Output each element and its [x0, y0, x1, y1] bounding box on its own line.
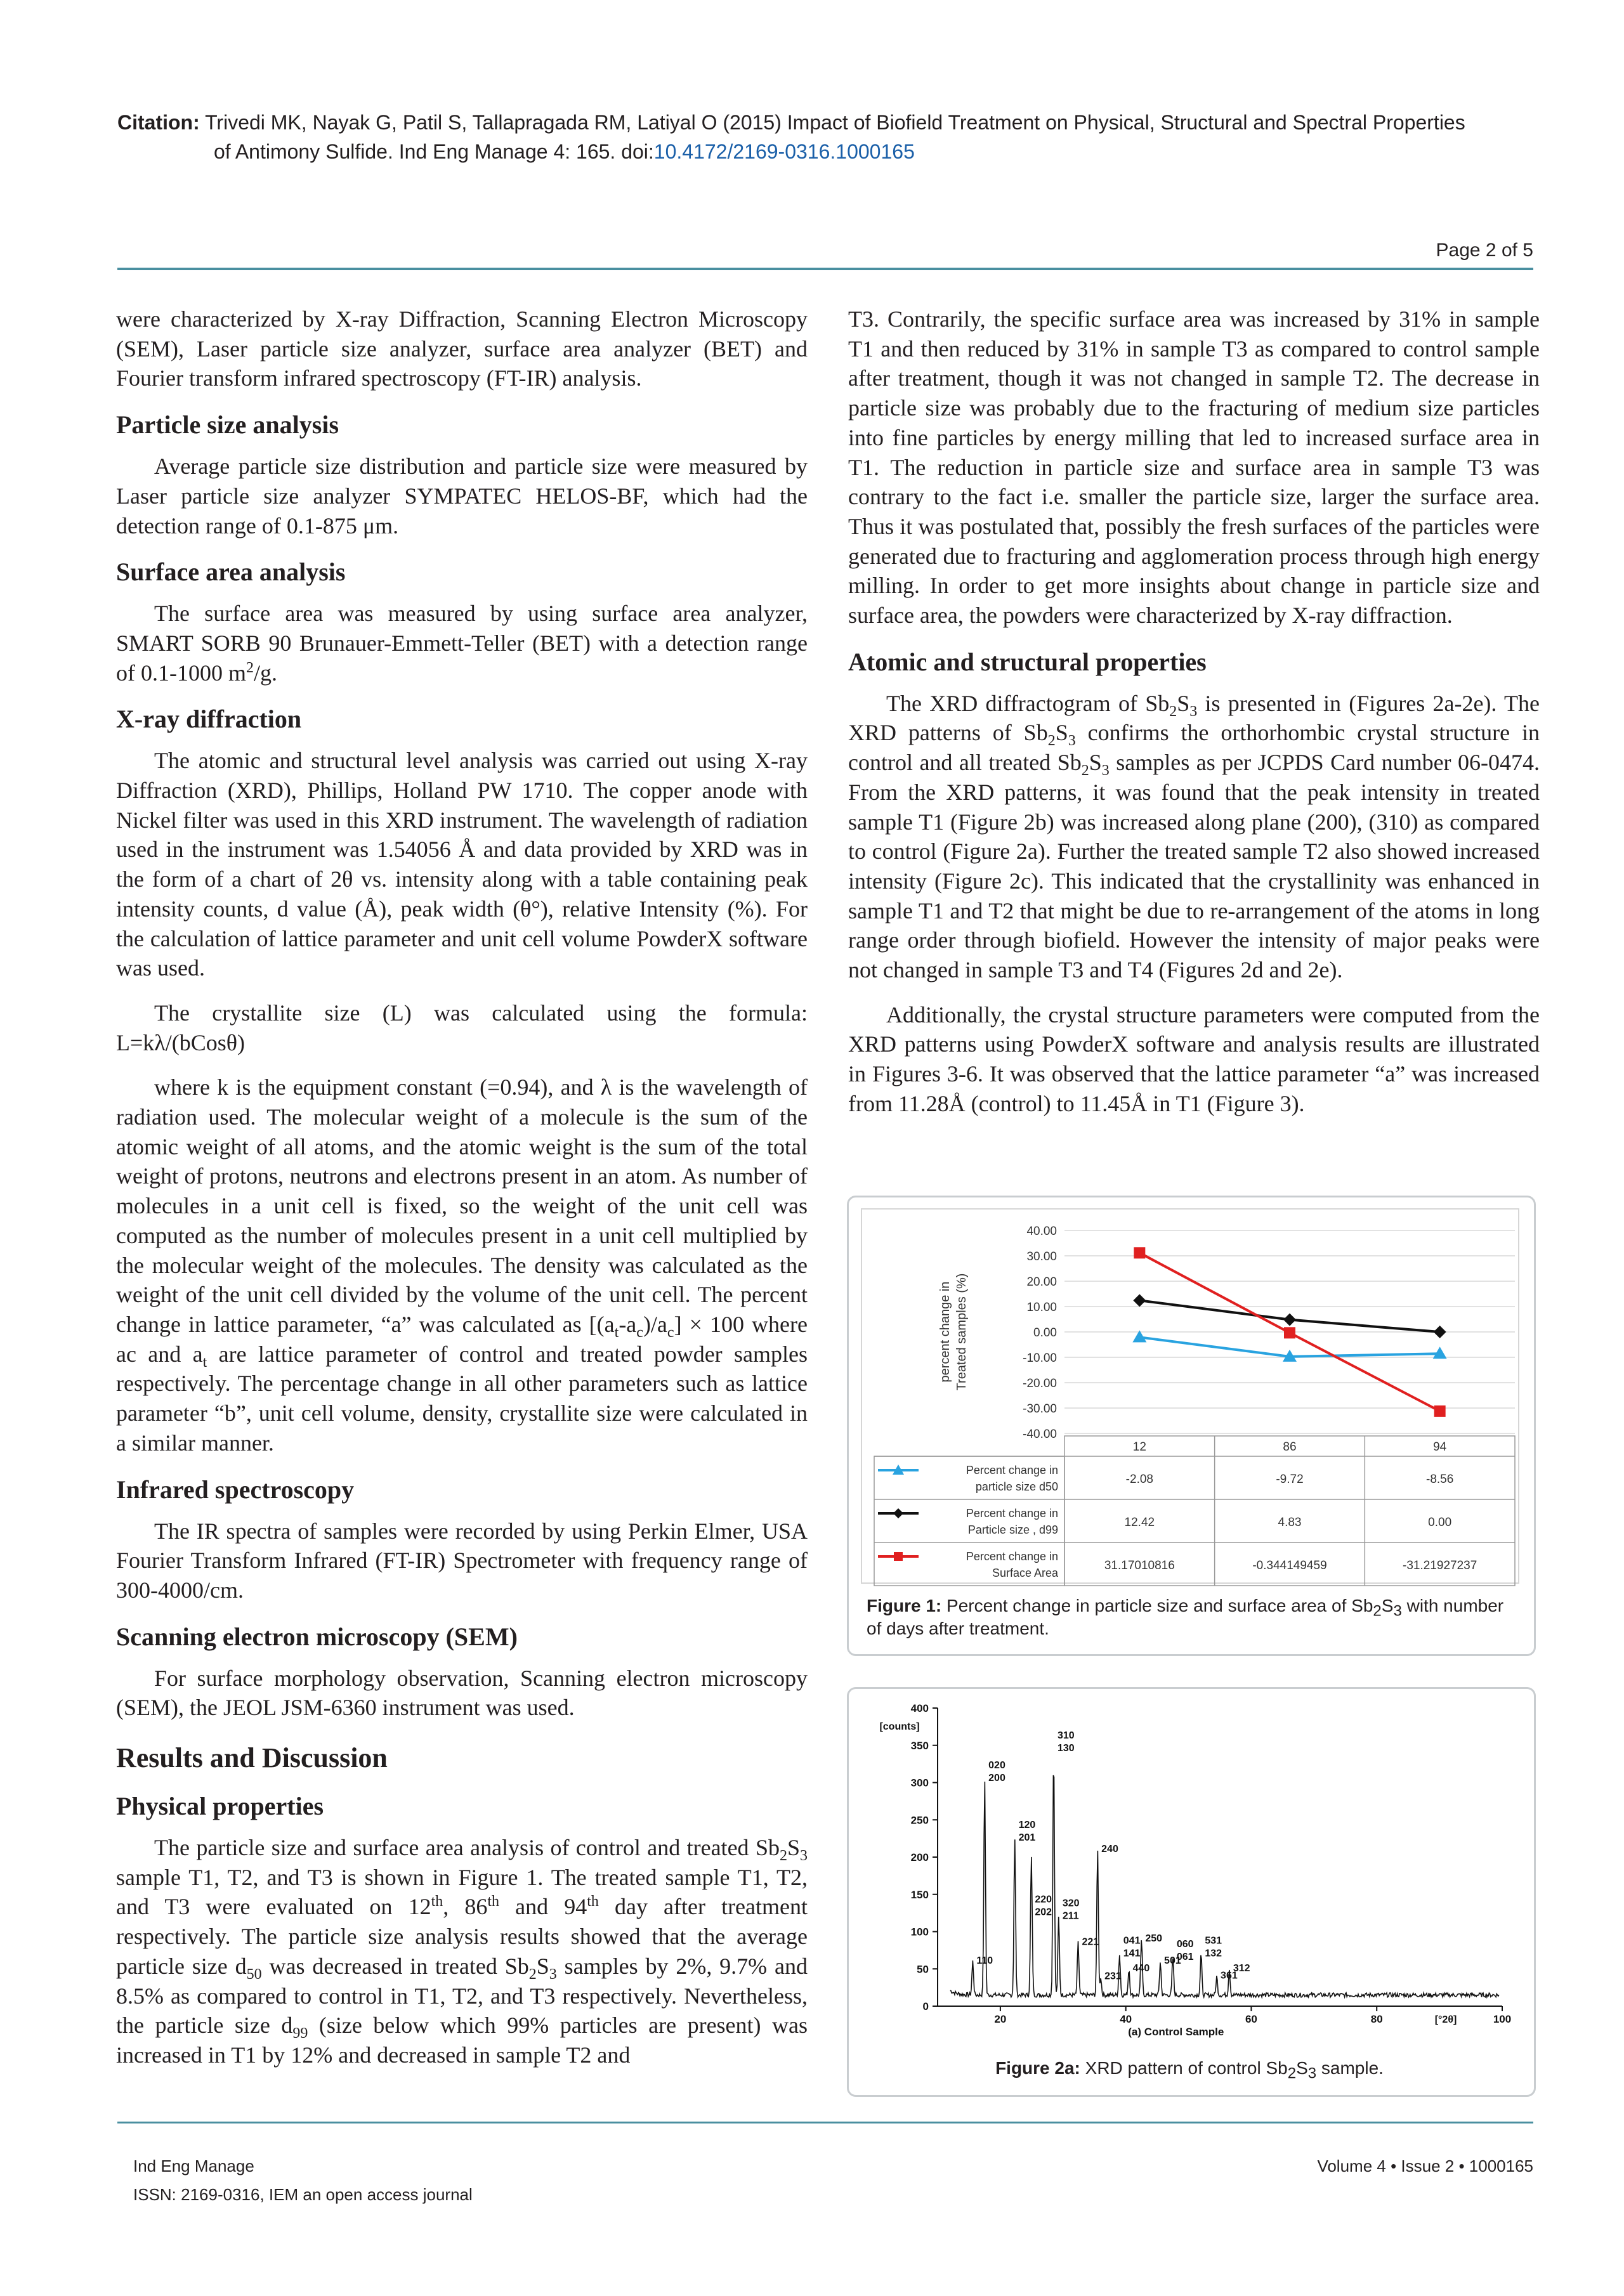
- issn: ISSN: 2169-0316, IEM an open access journal: [133, 2185, 473, 2204]
- y-tick-label: -30.00: [1023, 1402, 1057, 1416]
- x-tick-label: 20: [994, 2013, 1007, 2025]
- citation-label: Citation:: [117, 111, 200, 134]
- peak-label: 531 132: [1205, 1935, 1222, 1959]
- y-tick-label: 300: [910, 1777, 929, 1789]
- paragraph: The surface area was measured by using surface area analyzer, SMART SORB 90 Brunauer-Emmett-Teller (BET) with a detection range of 0.1-1000 $m^2/g$.: [116, 601, 808, 686]
- figure-1-caption: Figure 1: Percent change in particle size and surface area of $Sb_2S_3$ with number of days after treatment.: [867, 1596, 1504, 1638]
- citation-line1: Trivedi MK, Nayak G, Patil S, Tallapragada RM, Latiyal O (2015) Impact of Biofield Treatment on Physical, Structural and Spectral Properties: [205, 111, 1465, 134]
- heading-sem: Scanning electron microscopy (SEM): [116, 1622, 518, 1651]
- y-tick-label: -10.00: [1023, 1352, 1057, 1365]
- data-point: [1133, 1294, 1146, 1307]
- y-tick-label: 30.00: [1026, 1250, 1057, 1263]
- y-tick-label: 200: [910, 1851, 929, 1863]
- y-axis-label: [counts]: [879, 1721, 920, 1732]
- peak-label: 501: [1164, 1955, 1181, 1967]
- paragraph: The crystallite size (L) was calculated using the formula: L=kλ/(bCosθ): [116, 1000, 808, 1055]
- footer-rule: [117, 2122, 1533, 2123]
- paragraph: where k is the equipment constant (=0.94), and λ is the wavelength of radiation used. The molecular weight of a molecule is the sum of the atomic weight of all atoms, and the atomic weight is the sum of the total weight of protons, neutrons and electrons present in an atom. As number of molecules in a unit cell is fixed, so the weight of the unit cell was computed as the number of molecules present in a unit cell multiplied by the molecular weight of the molecules. The density was calculated as the weight of the unit cell divided by the volume of the unit cell. The percent change in lattice parameter, “a” was calculated as $[(a_t-a_c)/a_c] \times 100$ where ac and $a_t$ are lattice parameter of control and treated powder samples respectively. The percentage change in all other parameters such as lattice parameter “b”, unit cell volume, density, crystallite size were calculated in a similar manner.: [116, 1074, 808, 1456]
- heading-surface-area: Surface area analysis: [116, 558, 346, 587]
- data-table-value: 0.00: [1428, 1516, 1452, 1529]
- peak-label: 221: [1082, 1936, 1099, 1948]
- x-tick-label: 40: [1120, 2013, 1132, 2025]
- data-table-value: 31.17010816: [1104, 1559, 1175, 1572]
- peak-label: 361: [1221, 1970, 1238, 1981]
- header-rule: [117, 268, 1533, 270]
- data-point: [1434, 1406, 1446, 1417]
- peak-label: 231: [1104, 1971, 1122, 1982]
- xrd-pattern-line: [950, 1775, 1499, 1997]
- figure-2a-caption: Figure 2a: XRD pattern of control $Sb_2S_3$ sample.: [995, 2058, 1384, 2082]
- data-point: [1134, 1247, 1145, 1258]
- peak-label: 120 201: [1018, 1820, 1036, 1844]
- chart-subtitle: (a) Control Sample: [1128, 2026, 1224, 2038]
- legend-label: Surface Area: [992, 1567, 1058, 1579]
- doi-link[interactable]: 10.4172/2169-0316.1000165: [653, 140, 915, 163]
- x-tick-label: 80: [1370, 2013, 1383, 2025]
- y-tick-label: 350: [910, 1739, 929, 1752]
- footer-volume: Volume 4 • Issue 2 • 1000165: [1317, 2156, 1533, 2175]
- heading-infrared: Infrared spectroscopy: [116, 1475, 355, 1504]
- data-point: [1284, 1327, 1295, 1338]
- peak-label: 110: [976, 1955, 993, 1967]
- data-table-value: 4.83: [1278, 1516, 1302, 1529]
- x-axis-label: [°2θ]: [1434, 2014, 1457, 2025]
- left-column: [116, 304, 808, 2085]
- paragraph: The atomic and structural level analysis was carried out using X-ray Diffraction (XRD), Phillips, Holland PW 1710. The copper anode with Nickel filter was used in this XRD instrument. The wavelength of radiation used in the instrument was 1.54056 Å and data provided by XRD was in the form of a chart of 2θ vs. intensity along with a table containing peak intensity counts, d value (Å), peak width (θ°), relative Intensity (%). For the calculation of lattice parameter and unit cell volume PowderX software was used.: [116, 748, 808, 981]
- data-table-value: -0.344149459: [1252, 1559, 1327, 1572]
- heading-particle-size: Particle size analysis: [116, 410, 339, 440]
- x-category-label: 12: [1132, 1440, 1146, 1454]
- peak-label: 440: [1132, 1962, 1150, 1974]
- paragraph: The IR spectra of samples were recorded by using Perkin Elmer, USA Fourier Transform Infrared (FT-IR) Spectrometer with frequency range of 300-4000/cm.: [116, 1518, 808, 1603]
- paragraph: Average particle size distribution and particle size were measured by Laser particle size analyzer SYMPATEC HELOS-BF, which had the detection range of 0.1-875 μm.: [116, 453, 808, 538]
- figure-1: [847, 1196, 1536, 1656]
- y-tick-label: 20.00: [1026, 1275, 1057, 1289]
- paragraph: T3. Contrarily, the specific surface area was increased by 31% in sample T1 and then reduced by 31% in sample T3 as compared to control sample after treatment, though it was not changed in sample T2. The decrease in particle size was probably due to the fracturing of medium size particles into fine particles by energy milling that led to increased surface area in T1. The reduction in particle size and surface area in sample T3 was contrary to the fact i.e. smaller the particle size, larger the surface area. Thus it was postulated that, possibly the fresh surfaces of the particles were generated due to fracturing and agglomeration process through high energy milling. In order to get more insights about change in particle size and surface area, the powders were characterized by X-ray diffraction.: [848, 306, 1540, 629]
- peak-label: 041 141: [1123, 1935, 1141, 1959]
- heading-atomic: Atomic and structural properties: [848, 647, 1207, 676]
- x-tick-label: 100: [1493, 2013, 1512, 2025]
- x-category-label: 94: [1433, 1440, 1447, 1454]
- y-tick-label: 0: [922, 2000, 929, 2012]
- legend-label: particle size d50: [975, 1480, 1058, 1493]
- paragraph: were characterized by X-ray Diffraction, Scanning Electron Microscopy (SEM), Laser particle size analyzer, surface area analyzer (BET) and Fourier transform infrared spectroscopy (FT-IR) analysis.: [116, 306, 808, 391]
- data-table-value: -2.08: [1125, 1473, 1153, 1486]
- data-table-value: -31.21927237: [1403, 1559, 1477, 1572]
- peak-label: 320 211: [1062, 1898, 1080, 1922]
- right-column: [848, 304, 1540, 1134]
- y-tick-label: -40.00: [1023, 1428, 1057, 1441]
- data-point: [1283, 1314, 1296, 1326]
- heading-physical: Physical properties: [116, 1792, 324, 1821]
- peak-label: 060 061: [1176, 1939, 1194, 1963]
- y-tick-label: 10.00: [1026, 1301, 1057, 1314]
- peak-label: 310 130: [1057, 1730, 1075, 1754]
- paragraph: For surface morphology observation, Scanning electron microscopy (SEM), the JEOL JSM-6360 instrument was used.: [116, 1665, 808, 1721]
- peak-label: 312: [1233, 1962, 1250, 1974]
- paragraph: The XRD diffractogram of $Sb_2S_3$ is presented in (Figures 2a-2e). The XRD patterns of $Sb_2S_3$ confirms the orthorhombic crystal structure in control and all treated $Sb_2S_3$ samples as per JCPDS Card number 06-0474. From the XRD patterns, it was found that the peak intensity in treated sample T1 (Figure 2b) was increased along plane (200), (310) as compared to control (Figure 2a). Further the treated sample T2 also showed increased intensity (Figure 2c). This indicated that the crystallinity was enhanced in sample T1 and T2 that might be due to re-arrangement of the atoms in long range order through biofield. However the intensity of major peaks were not changed in sample T3 and T4 (Figures 2d and 2e).: [848, 690, 1540, 983]
- peak-label: 240: [1101, 1843, 1118, 1855]
- legend-label: Percent change in: [966, 1464, 1058, 1477]
- citation-line2: of Antimony Sulfide. Ind Eng Manage 4: 165. doi:: [214, 140, 654, 163]
- peak-label: 250: [1145, 1933, 1163, 1944]
- figure-2a-chart: [849, 1689, 1530, 2051]
- data-table-value: -8.56: [1426, 1473, 1454, 1486]
- chart-area-border: [861, 1209, 1519, 1583]
- figure-1-chart: [849, 1197, 1530, 1591]
- y-tick-label: 100: [910, 1926, 929, 1938]
- legend-swatch-marker: [893, 1508, 903, 1518]
- page-number: Page 2 of 5: [1436, 240, 1533, 261]
- y-tick-label: 400: [910, 1702, 929, 1714]
- data-table-value: 12.42: [1124, 1516, 1155, 1529]
- y-tick-label: 250: [910, 1814, 929, 1827]
- heading-xrd: X-ray diffraction: [116, 705, 302, 734]
- figure-2a: [847, 1687, 1536, 2097]
- y-tick-label: 40.00: [1026, 1225, 1057, 1238]
- journal-name: Ind Eng Manage: [133, 2156, 254, 2175]
- data-table-value: -9.72: [1276, 1473, 1304, 1486]
- citation: [117, 108, 1570, 166]
- peak-label: 020 200: [988, 1760, 1005, 1784]
- footer-left: [133, 2152, 473, 2209]
- x-category-label: 86: [1283, 1440, 1297, 1454]
- paragraph: The particle size and surface area analysis of control and treated $Sb_2S_3$ sample T1, T2, and T3 is shown in Figure 1. The treated sample T1, T2, and T3 were evaluated on 12th, 86th and 94th day after treatment respectively. The particle size analysis results showed that the average particle size $d_{50}$ was decreased in treated $Sb_2S_3$ samples by 2%, 9.7% and 8.5% as compared to control in T1, T2, and T3 respectively. Nevertheless, the particle size $d_{99}$ (size below which 99% particles are present) was increased in T1 by 12% and decreased in sample T2 and: [116, 1835, 808, 2068]
- legend-label: Percent change in: [966, 1507, 1058, 1520]
- y-axis-label: percent change in Treated samples (%): [938, 1273, 969, 1391]
- data-point: [1434, 1326, 1446, 1338]
- legend-label: Particle size , d99: [967, 1523, 1058, 1536]
- y-tick-label: 150: [910, 1888, 929, 1901]
- y-tick-label: 50: [917, 1963, 929, 1976]
- x-tick-label: 60: [1245, 2013, 1257, 2025]
- legend-label: Percent change in: [966, 1550, 1058, 1563]
- y-tick-label: -20.00: [1023, 1377, 1057, 1390]
- heading-results: Results and Discussion: [116, 1742, 388, 1774]
- paragraph: Additionally, the crystal structure parameters were computed from the XRD patterns using PowderX software and analysis results are illustrated in Figures 3-6. It was observed that the lattice parameter “a” was increased from 11.28Å (control) to 11.45Å in T1 (Figure 3).: [848, 1001, 1540, 1116]
- y-tick-label: 0.00: [1033, 1326, 1057, 1340]
- legend-swatch-marker: [894, 1552, 903, 1561]
- peak-label: 220 202: [1035, 1894, 1052, 1918]
